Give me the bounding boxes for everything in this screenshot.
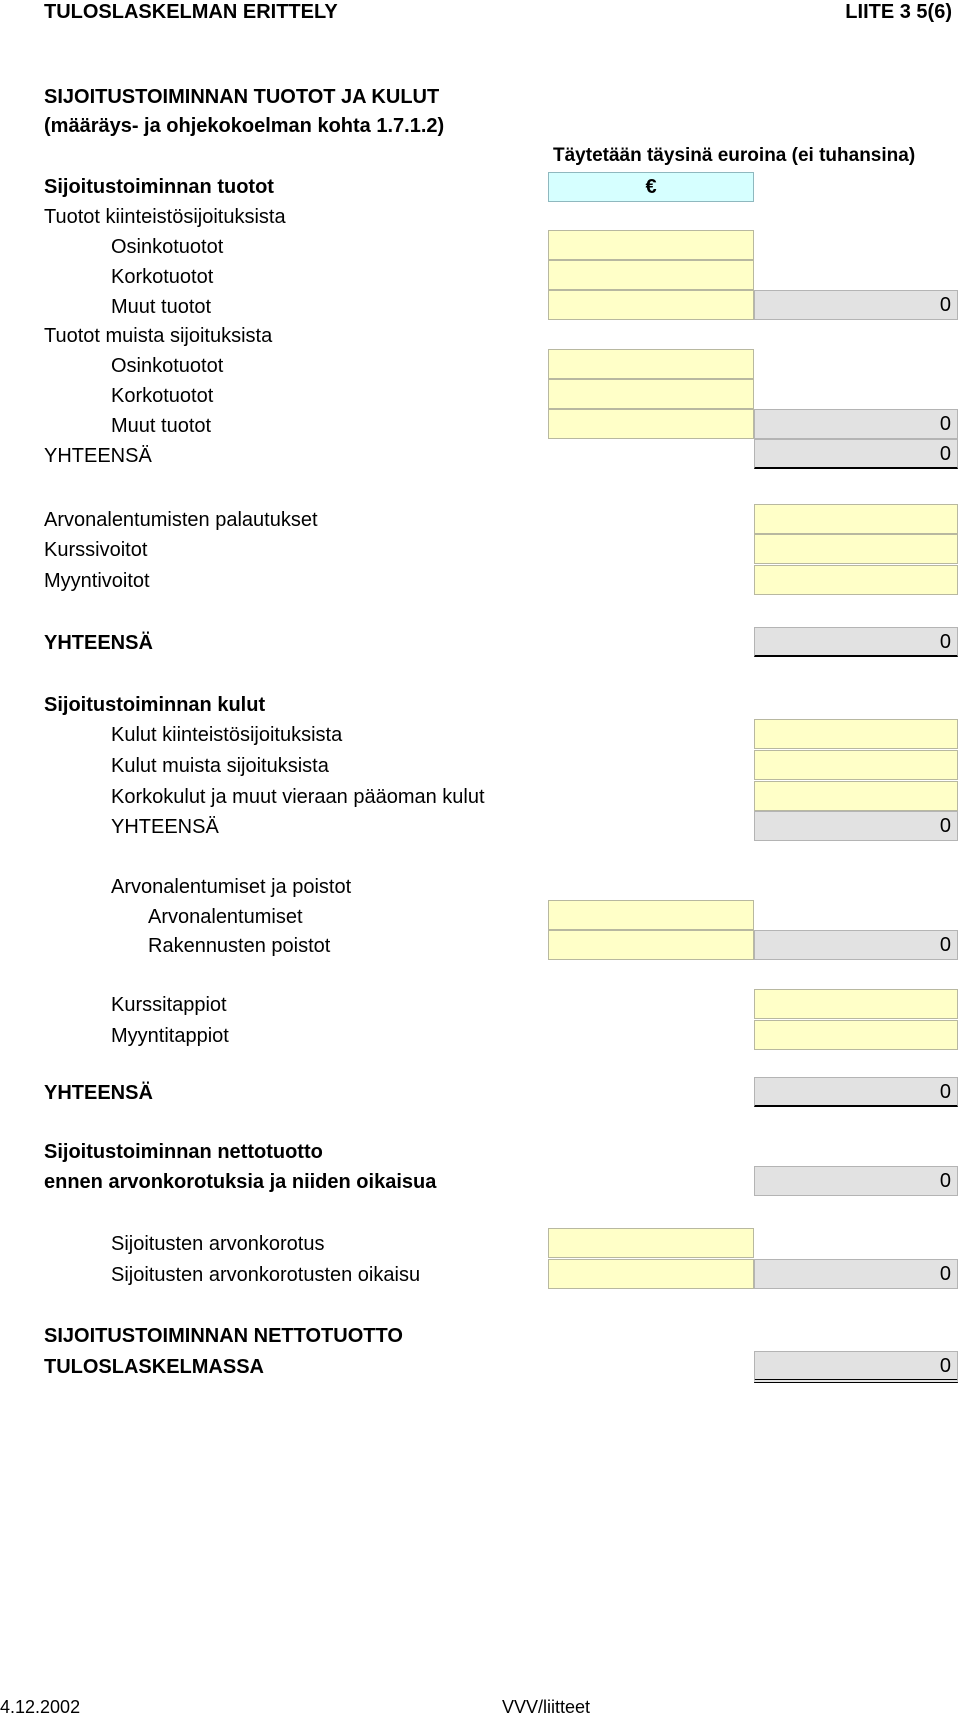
real-estate-other-label: Muut tuotot bbox=[111, 296, 212, 318]
fx-gains-input[interactable] bbox=[754, 534, 958, 564]
real-estate-other-input[interactable] bbox=[548, 290, 754, 320]
impairments-input[interactable] bbox=[548, 900, 754, 930]
fx-losses-input[interactable] bbox=[754, 989, 958, 1019]
interest-costs-label: Korkokulut ja muut vieraan pääoman kulut bbox=[111, 786, 485, 808]
section-subtitle: (määräys- ja ohjekokoelman kohta 1.7.1.2) bbox=[44, 115, 445, 137]
footer-date: 4.12.2002 bbox=[0, 1697, 81, 1717]
income-total-label: YHTEENSÄ bbox=[44, 445, 152, 467]
expenses-heading: Sijoitustoiminnan kulut bbox=[44, 694, 266, 716]
reversals-input[interactable] bbox=[754, 504, 958, 534]
impairments-heading: Arvonalentumiset ja poistot bbox=[111, 876, 352, 898]
sales-losses-label: Myyntitappiot bbox=[111, 1025, 229, 1047]
revaluation-label: Sijoitusten arvonkorotus bbox=[111, 1233, 325, 1255]
expenses-total-value: 0 bbox=[754, 811, 958, 841]
real-estate-costs-label: Kulut kiinteistösijoituksista bbox=[111, 724, 343, 746]
other-investments-subtotal: 0 bbox=[754, 409, 958, 439]
other-other-input[interactable] bbox=[548, 409, 754, 439]
reversals-label: Arvonalentumisten palautukset bbox=[44, 509, 318, 531]
expenses-total-label: YHTEENSÄ bbox=[111, 816, 219, 838]
real-estate-interest-label: Korkotuotot bbox=[111, 266, 214, 288]
sales-losses-input[interactable] bbox=[754, 1020, 958, 1050]
real-estate-costs-input[interactable] bbox=[754, 719, 958, 749]
footer-reference: VVV/liitteet bbox=[502, 1697, 591, 1717]
real-estate-subtotal: 0 bbox=[754, 290, 958, 320]
revaluation-input[interactable] bbox=[548, 1228, 754, 1258]
other-investments-income-label: Tuotot muista sijoituksista bbox=[44, 325, 273, 347]
real-estate-dividends-label: Osinkotuotot bbox=[111, 236, 224, 258]
real-estate-dividends-input[interactable] bbox=[548, 230, 754, 260]
other-interest-input[interactable] bbox=[548, 379, 754, 409]
fill-instruction: Täytetään täysinä euroina (ei tuhansina) bbox=[553, 145, 916, 166]
net-value: 0 bbox=[754, 1166, 958, 1196]
other-costs-input[interactable] bbox=[754, 750, 958, 780]
other-dividends-label: Osinkotuotot bbox=[111, 355, 224, 377]
sales-gains-label: Myyntivoitot bbox=[44, 570, 150, 592]
real-estate-income-label: Tuotot kiinteistösijoituksista bbox=[44, 206, 286, 228]
sales-gains-input[interactable] bbox=[754, 565, 958, 595]
revaluation-adjustment-input[interactable] bbox=[548, 1259, 754, 1289]
other-dividends-input[interactable] bbox=[548, 349, 754, 379]
final-label-line2: TULOSLASKELMASSA bbox=[44, 1356, 264, 1378]
income-grand-total-value: 0 bbox=[754, 627, 958, 657]
final-label-line1: SIJOITUSTOIMINNAN NETTOTUOTTO bbox=[44, 1325, 403, 1347]
other-costs-label: Kulut muista sijoituksista bbox=[111, 755, 329, 777]
fx-gains-label: Kurssivoitot bbox=[44, 539, 148, 561]
impairments-total-value: 0 bbox=[754, 930, 958, 960]
net-label-line1: Sijoitustoiminnan nettotuotto bbox=[44, 1141, 323, 1163]
depreciation-input[interactable] bbox=[548, 930, 754, 960]
fx-losses-label: Kurssitappiot bbox=[111, 994, 227, 1016]
section-title: SIJOITUSTOIMINNAN TUOTOT JA KULUT bbox=[44, 86, 440, 108]
income-grand-total-label: YHTEENSÄ bbox=[44, 632, 153, 654]
final-value: 0 bbox=[754, 1351, 958, 1383]
expenses-grand-total-label: YHTEENSÄ bbox=[44, 1082, 153, 1104]
currency-cell: € bbox=[548, 172, 754, 202]
other-other-label: Muut tuotot bbox=[111, 415, 212, 437]
net-label-line2: ennen arvonkorotuksia ja niiden oikaisua bbox=[44, 1171, 437, 1193]
income-heading: Sijoitustoiminnan tuotot bbox=[44, 176, 274, 198]
real-estate-interest-input[interactable] bbox=[548, 260, 754, 290]
expenses-grand-total-value: 0 bbox=[754, 1077, 958, 1107]
page-title: TULOSLASKELMAN ERITTELY bbox=[44, 1, 338, 23]
income-total-value: 0 bbox=[754, 439, 958, 469]
page-reference: LIITE 3 5(6) bbox=[845, 1, 952, 23]
impairments-label: Arvonalentumiset bbox=[148, 906, 303, 928]
revaluation-total-value: 0 bbox=[754, 1259, 958, 1289]
interest-costs-input[interactable] bbox=[754, 781, 958, 811]
revaluation-adjustment-label: Sijoitusten arvonkorotusten oikaisu bbox=[111, 1264, 421, 1286]
depreciation-label: Rakennusten poistot bbox=[148, 935, 331, 957]
other-interest-label: Korkotuotot bbox=[111, 385, 214, 407]
